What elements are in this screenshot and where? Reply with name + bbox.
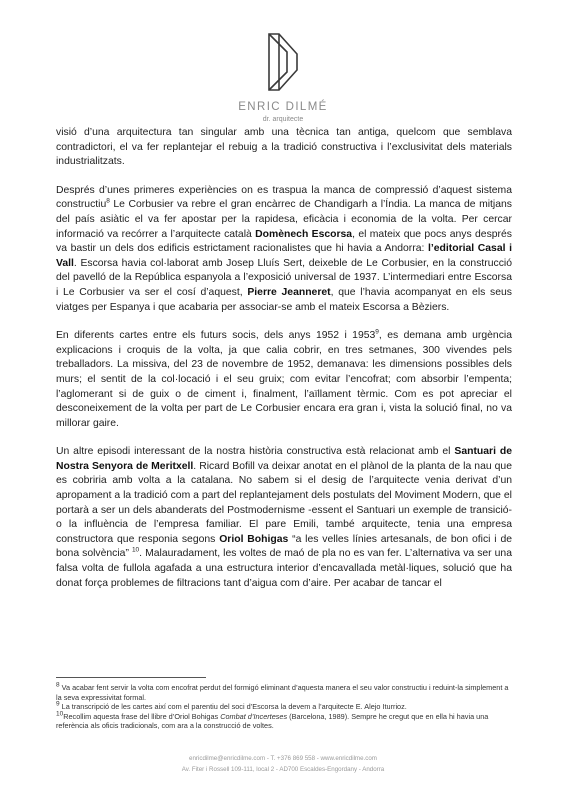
brand-name: ENRIC DILMÉ: [238, 101, 328, 113]
footnote-ref-10: 10: [131, 546, 140, 554]
paragraph-1: visió d’una arquitectura tan singular amb una tècnica tan antiga, quelcom que semblava contradictori, el va fer replantejar el rebuig a la tradició constructiva i l’exclusivitat dels materials industrialitzats.: [56, 127, 512, 168]
enric-dilme-logo: [266, 30, 300, 94]
footnote-10: $^{10}$Recollim aquesta frase del llibre d’Oriol Bohigas Combat d’Incerteses (Barcelona, 1989). Sempre he cregut que en ella hi havia una referència als oficis tradicionals, com ara a la construcció de voltes.: [56, 710, 489, 731]
footnote-9: $^9$ La transcripció de les cartes així com el parentiu del soci d’Escorsa la devem a l’arquitecte E. Alejo Iturrioz.: [56, 700, 407, 712]
paragraph-3: En diferents cartes entre els futurs socis, dels anys 1952 i 1953$^9$, es demana amb urgència explicacions i croquis de la volta, ja que calia cobrir, en tres setmanes, 300 vivendes pels treballadors. La missiva, del 23 de novembre de 1952, demanava: les dimensions possibles dels murs; el sentit de la col·locació i el seu gruix; com evitar l’encofrat; com absorbir l’empenta; l’aglomerant si de guix o de ciment i, finalment, l’aïllament tèrmic. Com es pot apreciar el desconeixement de la volta per part de Le Corbusier encara era gran i, vista la solució final, no va millorar gaire.: [56, 328, 512, 429]
footnotes: [56, 683, 512, 731]
bold-domenech-escorsa: Domènech Escorsa: [255, 228, 353, 240]
footnote-8: $^8$ Va acabar fent servir la volta com encofrat perdut del formigó eliminant d’aquesta manera el seu valor constructiu i reduint-la simplement a la seva expressivitat formal.: [56, 681, 509, 702]
paragraph-2: Després d’unes primeres experiències on es traspua la manca de compressió d’aquest sistema constructiu$^8$ Le Corbusier va rebre el gran encàrrec de Chandigarh a l’Índia. La manca de mitjans del país asiàtic el va fer apostar per la rapidesa, eficàcia i economia de la volta. Per cercar informació va recórrer a l’arquitecte català Domènech Escorsa, el mateix que pocs anys després va bastir un dels dos edificis estrictament racionalistes que hi havia a Andorra: l’editorial Casal i Vall. Escorsa havia col·laborat amb Josep Lluís Sert, deixeble de Le Corbusier, en la construcció del pavelló de la República espanyola a l’exposició universal de 1937. L’intermediari entre Escorsa i Le Corbusier va ser el cosí d’aquest, Pierre Jeanneret, que l’havia acompanyat en els seus viatges per Espanya i que acabaria per associar-se amb el mateix Escorsa a Bèziers.: [56, 184, 512, 313]
bold-pierre-jeanneret: Pierre Jeanneret: [247, 286, 331, 298]
paragraph-4: Un altre episodi interessant de la nostra història constructiva està relacionat amb el Santuari de Nostra Senyora de Meritxell. Ricard Bofill va deixar anotat en el plànol de la planta de la nau que es cobriria amb volta a la catalana. No sabem si el desig de l’arquitecte venia derivat d’un apropament a la tradició com a part del replantejament dels postulats del Moviment Modern, que el portarà a ser un dels abanderats del Postmodernisme -essent el Santuari un exemple de transició- o la influència de l’empresa familiar. El pare Emili, també arquitecte, tenia una empresa constructora que responia segons Oriol Bohigas “a les velles línies artesanals, de bon ofici i de bona solvència” $^{10}$. Malauradament, les voltes de maó de pla no es van fer. L’alternativa va ser una falsa volta de fullola agafada a una estructura interior d’encavallada metàl·liques, solució que ha donat força problemes de filtracions tant d’aigua com d’aire. Per acabar de tancar el: [56, 446, 513, 589]
footnote-divider: [56, 677, 206, 678]
footer-address: Av. Fiter i Rossell 109-111, local 2 - AD700 Escaldes-Engordany - Andorra: [181, 766, 385, 773]
bold-oriol-bohigas: Oriol Bohigas: [219, 533, 289, 545]
footnote-ref-8: 8: [106, 197, 110, 205]
bold-santuari-meritxell: Santuari de Nostra Senyora de Meritxell: [56, 446, 512, 472]
footnote-ref-9: 9: [375, 328, 379, 336]
bold-editorial-casal-i-vall: l’editorial Casal i Vall: [56, 243, 512, 269]
document-body: [56, 126, 512, 605]
brand-subtitle: dr. arquitecte: [262, 116, 304, 123]
footer-contact: enricdilme@enricdilme.com - T. +376 869 558 - www.enricdilme.com: [189, 755, 377, 762]
